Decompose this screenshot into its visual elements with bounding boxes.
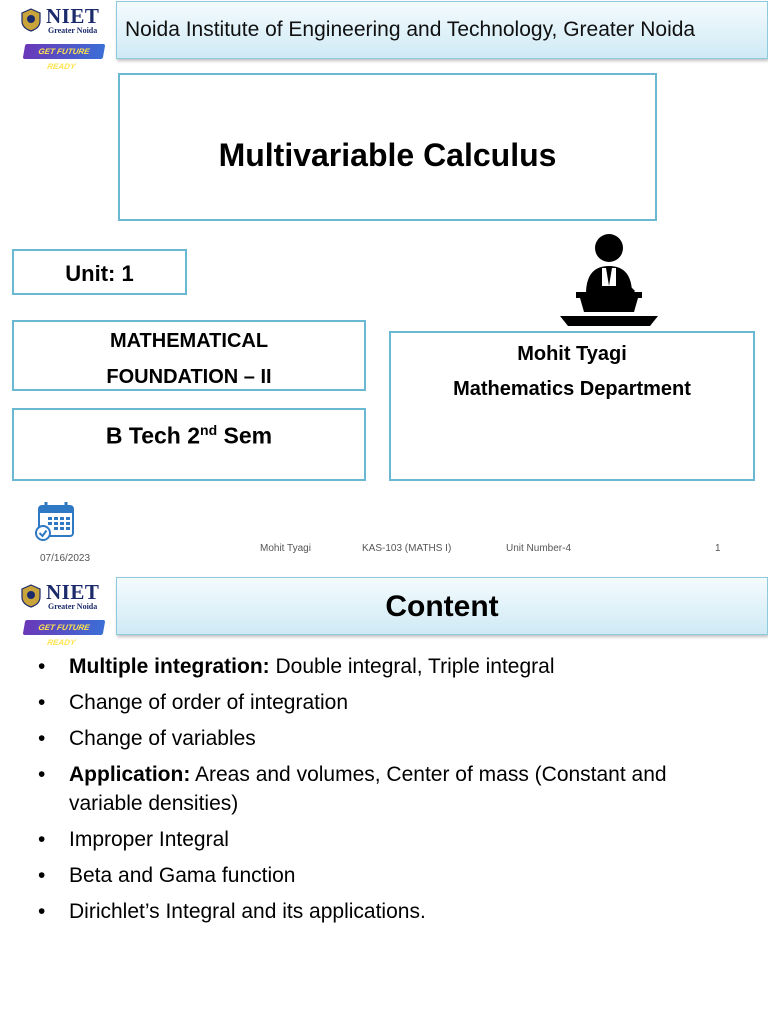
logo-text: NIET bbox=[46, 4, 100, 28]
niet-logo bbox=[18, 580, 106, 647]
subject-line-1: MATHEMATICAL bbox=[109, 330, 269, 352]
institute-name: Noida Institute of Engineering and Technology, Greater Noida bbox=[125, 18, 696, 41]
footer-unit-number: Unit Number-4 bbox=[506, 543, 572, 554]
logo-text: NIET bbox=[46, 580, 100, 604]
seal-icon bbox=[20, 584, 42, 608]
logo-tagline: GET FUTURE READY bbox=[23, 44, 106, 59]
list-item: • Multiple integration: Double integral, Triple integral bbox=[38, 652, 738, 681]
author-department: Mathematics Department bbox=[453, 378, 691, 400]
subject-box bbox=[12, 320, 366, 391]
content-title: Content bbox=[385, 590, 499, 623]
footer-course-code: KAS-103 (MATHS I) bbox=[362, 543, 452, 554]
footer-author: Mohit Tyagi bbox=[260, 543, 311, 554]
course-label: B Tech 2nd Sem bbox=[105, 422, 273, 449]
speaker-at-podium-icon bbox=[556, 230, 662, 330]
unit-box bbox=[12, 249, 187, 295]
list-item: • Beta and Gama function bbox=[38, 861, 738, 890]
logo-location: Greater Noida bbox=[48, 602, 98, 611]
content-slide bbox=[0, 572, 768, 1024]
logo-location: Greater Noida bbox=[48, 26, 98, 35]
list-item: • Change of order of integration bbox=[38, 688, 738, 717]
subject-line-2: FOUNDATION – II bbox=[106, 366, 272, 388]
author-box bbox=[389, 331, 755, 481]
seal-icon bbox=[20, 8, 42, 32]
list-item: • Dirichlet’s Integral and its applications. bbox=[38, 897, 738, 926]
institute-banner bbox=[116, 1, 768, 59]
logo-tagline: GET FUTURE READY bbox=[23, 620, 106, 635]
unit-label: Unit: 1 bbox=[65, 261, 134, 286]
list-item: • Change of variables bbox=[38, 724, 738, 753]
title-box bbox=[118, 73, 657, 221]
list-item: • Improper Integral bbox=[38, 825, 738, 854]
list-item: • Application: Areas and volumes, Center of mass (Constant and variable densities) bbox=[38, 760, 738, 818]
content-title-banner bbox=[116, 577, 768, 635]
niet-logo bbox=[18, 4, 106, 71]
calendar-icon bbox=[34, 500, 76, 542]
author-name: Mohit Tyagi bbox=[517, 343, 627, 365]
slide-title: Multivariable Calculus bbox=[218, 137, 557, 173]
footer-date: 07/16/2023 bbox=[40, 553, 91, 564]
footer-page-number: 1 bbox=[715, 543, 721, 554]
content-list bbox=[38, 652, 738, 933]
course-box bbox=[12, 408, 366, 481]
